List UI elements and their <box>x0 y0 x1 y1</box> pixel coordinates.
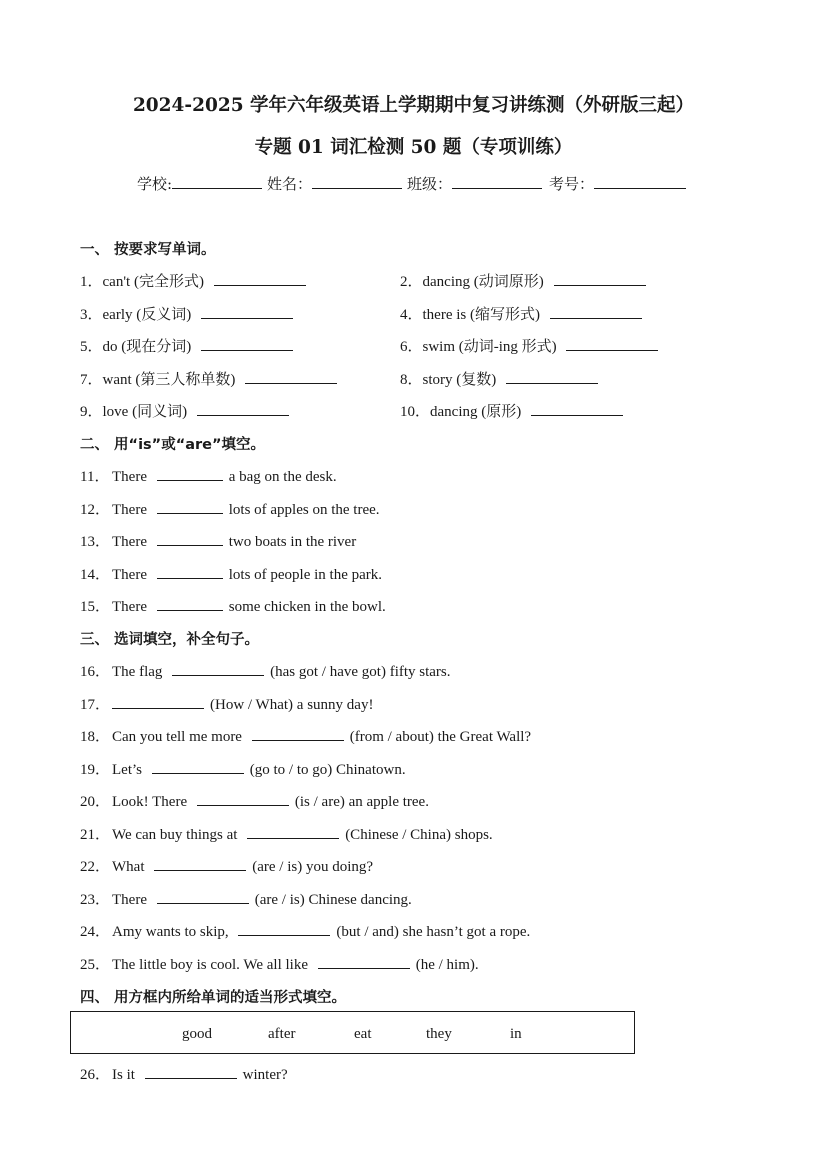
question-before: There <box>112 892 147 908</box>
class-label: 班级： <box>407 175 453 193</box>
question-19 <box>80 758 406 779</box>
document-subtitle: 专题 01 词汇检测 50 题（专项训练） <box>254 137 573 158</box>
question-text: love (同义词) <box>102 404 188 420</box>
question-number: 8． <box>400 372 423 388</box>
question-after: two boats in the river <box>228 534 357 550</box>
exam-number-label: 考号： <box>549 175 595 193</box>
question-26 <box>80 1063 288 1084</box>
question-13 <box>80 530 356 551</box>
answer-blank[interactable] <box>157 531 223 546</box>
answer-blank[interactable] <box>157 596 223 611</box>
answer-blank[interactable] <box>245 369 337 384</box>
section2-heading: 二、 用“is”或“are”填空。 <box>80 437 266 453</box>
question-2 <box>400 270 646 291</box>
answer-blank[interactable] <box>157 466 223 481</box>
question-before: Amy wants to skip, <box>112 924 229 940</box>
answer-blank[interactable] <box>197 791 289 806</box>
question-number: 15． <box>80 599 111 615</box>
question-text: story (复数) <box>422 372 497 388</box>
exam-number-field <box>549 173 686 194</box>
answer-blank[interactable] <box>145 1064 237 1079</box>
question-22 <box>80 855 373 876</box>
question-3 <box>80 303 293 324</box>
word-bank-item: they <box>426 1026 452 1042</box>
answer-blank[interactable] <box>566 336 658 351</box>
exam-number-blank[interactable] <box>594 174 686 189</box>
question-number: 6． <box>400 339 423 355</box>
question-after: winter? <box>242 1067 288 1083</box>
question-number: 22． <box>80 859 111 875</box>
question-number: 21． <box>80 827 111 843</box>
question-before: The little boy is cool. We all like <box>112 957 308 973</box>
question-10 <box>400 400 623 421</box>
answer-blank[interactable] <box>531 401 623 416</box>
question-number: 23． <box>80 892 111 908</box>
question-9 <box>80 400 289 421</box>
answer-blank[interactable] <box>157 499 223 514</box>
name-label: 姓名： <box>267 175 313 193</box>
word-bank-item: in <box>510 1026 522 1042</box>
class-blank[interactable] <box>452 174 542 189</box>
school-blank[interactable] <box>172 174 262 189</box>
question-before: Is it <box>112 1067 135 1083</box>
question-number: 17． <box>80 697 111 713</box>
question-number: 19． <box>80 762 111 778</box>
question-before: There <box>112 469 147 485</box>
question-7 <box>80 368 337 389</box>
question-23 <box>80 888 412 909</box>
question-number: 11． <box>80 469 110 485</box>
question-text: there is (缩写形式) <box>422 307 540 323</box>
question-after: some chicken in the bowl. <box>228 599 386 615</box>
question-16 <box>80 660 451 681</box>
question-number: 5． <box>80 339 103 355</box>
question-after: (but / and) she hasn’t got a rope. <box>336 924 531 940</box>
answer-blank[interactable] <box>154 856 246 871</box>
question-number: 26． <box>80 1067 111 1083</box>
question-number: 13． <box>80 534 111 550</box>
question-6 <box>400 335 658 356</box>
question-after: (go to / to go) Chinatown. <box>249 762 406 778</box>
question-before: Look! There <box>112 794 188 810</box>
document-title: 2024-2025 学年六年级英语上学期期中复习讲练测（外研版三起） <box>132 95 695 116</box>
question-5 <box>80 335 293 356</box>
question-20 <box>80 790 429 811</box>
question-21 <box>80 823 493 844</box>
answer-blank[interactable] <box>318 954 410 969</box>
question-text: do (现在分词) <box>102 339 192 355</box>
question-number: 1． <box>80 274 103 290</box>
question-after: (How / What) a sunny day! <box>210 697 374 713</box>
school-field <box>137 173 262 194</box>
question-before: The flag <box>112 664 163 680</box>
question-11 <box>80 465 337 486</box>
question-number: 20． <box>80 794 111 810</box>
question-number: 7． <box>80 372 103 388</box>
question-after: (are / is) you doing? <box>252 859 374 875</box>
word-bank-item: good <box>182 1026 212 1042</box>
question-before: Can you tell me more <box>112 729 242 745</box>
question-text: early (反义词) <box>102 307 192 323</box>
answer-blank[interactable] <box>247 824 339 839</box>
question-number: 24． <box>80 924 111 940</box>
question-17 <box>80 693 373 714</box>
answer-blank[interactable] <box>201 304 293 319</box>
answer-blank[interactable] <box>238 921 330 936</box>
answer-blank[interactable] <box>554 271 646 286</box>
question-after: (has got / have got) fifty stars. <box>270 664 451 680</box>
school-label: 学校: <box>137 175 173 193</box>
section1-heading: 一、 按要求写单词。 <box>80 242 216 258</box>
question-after: a bag on the desk. <box>228 469 337 485</box>
question-12 <box>80 498 380 519</box>
question-14 <box>80 563 382 584</box>
question-number: 14． <box>80 567 111 583</box>
question-before: Let’s <box>112 762 142 778</box>
question-before: There <box>112 502 147 518</box>
answer-blank[interactable] <box>197 401 289 416</box>
question-number: 2． <box>400 274 423 290</box>
question-text: dancing (原形) <box>430 404 522 420</box>
answer-blank[interactable] <box>112 694 204 709</box>
question-after: (is / are) an apple tree. <box>294 794 429 810</box>
question-1 <box>80 270 306 291</box>
question-before: There <box>112 599 147 615</box>
question-after: lots of apples on the tree. <box>228 502 380 518</box>
question-4 <box>400 303 642 324</box>
question-text: dancing (动词原形) <box>422 274 544 290</box>
question-text: want (第三人称单数) <box>102 372 236 388</box>
question-24 <box>80 920 530 941</box>
answer-blank[interactable] <box>214 271 306 286</box>
question-before: What <box>112 859 145 875</box>
answer-blank[interactable] <box>506 369 598 384</box>
answer-blank[interactable] <box>157 889 249 904</box>
question-number: 10． <box>400 404 431 420</box>
question-before: There <box>112 534 147 550</box>
question-after: (are / is) Chinese dancing. <box>254 892 412 908</box>
section3-heading: 三、 选词填空，补全句子。 <box>80 632 260 648</box>
question-number: 9． <box>80 404 103 420</box>
answer-blank[interactable] <box>252 726 344 741</box>
answer-blank[interactable] <box>550 304 642 319</box>
answer-blank[interactable] <box>152 759 244 774</box>
answer-blank[interactable] <box>172 661 264 676</box>
question-8 <box>400 368 598 389</box>
word-bank-item: after <box>268 1026 296 1042</box>
question-after: (Chinese / China) shops. <box>345 827 493 843</box>
name-blank[interactable] <box>312 174 402 189</box>
class-field <box>407 173 542 194</box>
question-18 <box>80 725 531 746</box>
word-bank-box <box>70 1011 635 1054</box>
question-15 <box>80 595 386 616</box>
question-25 <box>80 953 479 974</box>
question-number: 25． <box>80 957 111 973</box>
question-number: 4． <box>400 307 423 323</box>
question-number: 18． <box>80 729 111 745</box>
answer-blank[interactable] <box>157 564 223 579</box>
name-field <box>267 173 402 194</box>
word-bank-item: eat <box>354 1026 372 1042</box>
answer-blank[interactable] <box>201 336 293 351</box>
question-number: 12． <box>80 502 111 518</box>
section4-heading: 四、 用方框内所给单词的适当形式填空。 <box>80 990 347 1006</box>
question-number: 16． <box>80 664 111 680</box>
question-after: (from / about) the Great Wall? <box>349 729 532 745</box>
question-number: 3． <box>80 307 103 323</box>
question-after: lots of people in the park. <box>228 567 383 583</box>
question-before: There <box>112 567 147 583</box>
question-before: We can buy things at <box>112 827 238 843</box>
question-text: swim (动词-ing 形式) <box>422 339 557 355</box>
question-text: can't (完全形式) <box>102 274 204 290</box>
question-after: (he / him). <box>415 957 479 973</box>
